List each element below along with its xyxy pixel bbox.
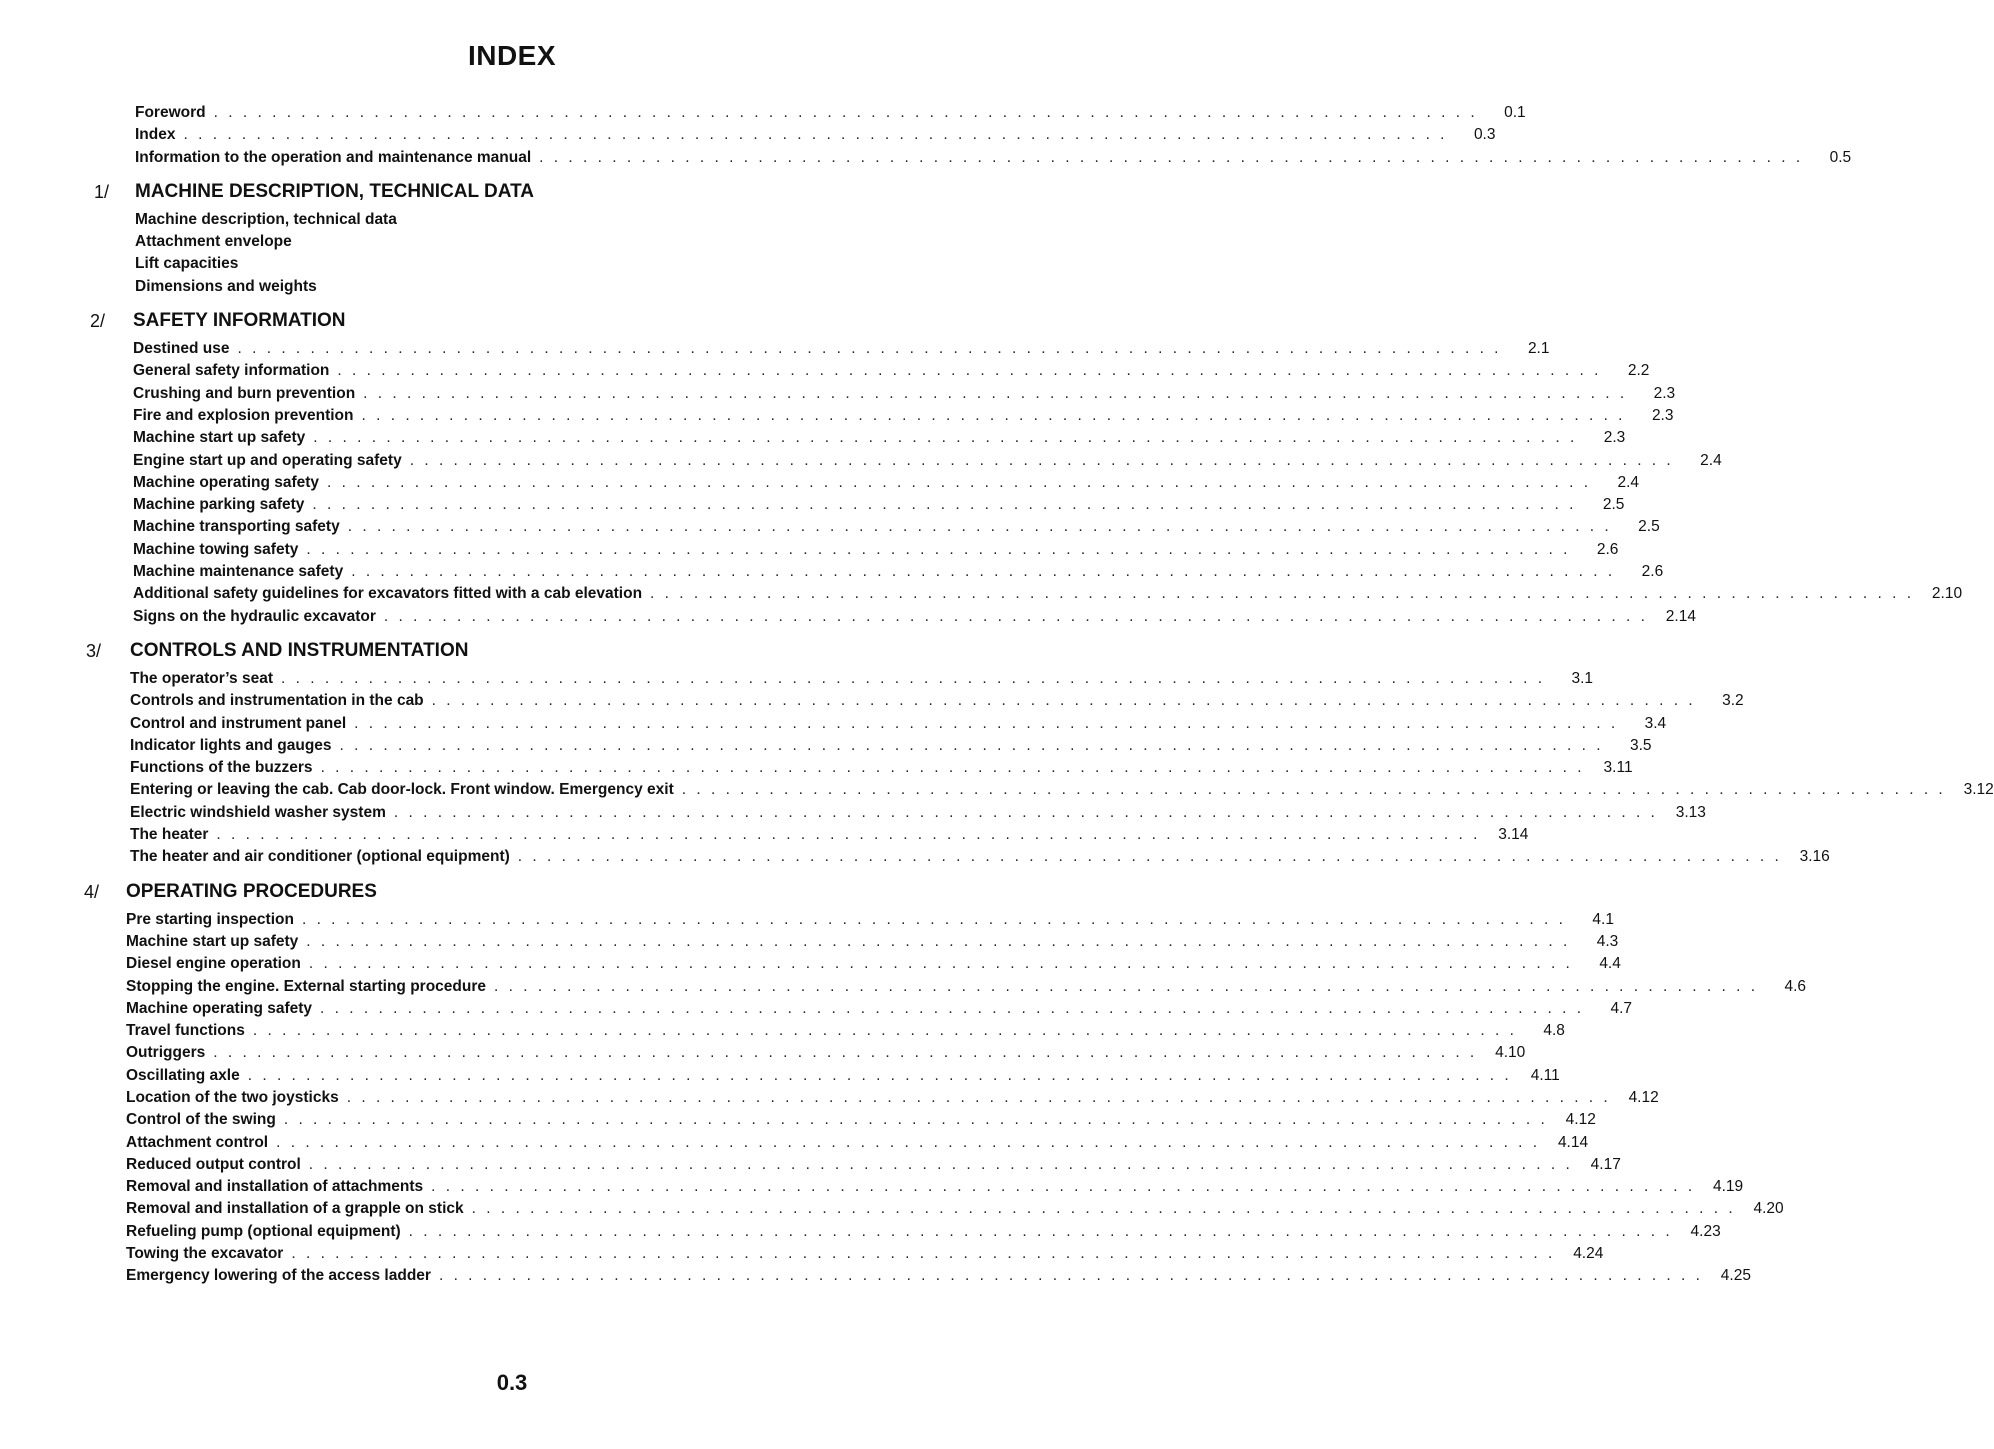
toc-entry[interactable] <box>126 931 1619 953</box>
entry-label: Diesel engine operation <box>126 955 301 973</box>
entry-page-number: 3.11 <box>1603 759 1633 777</box>
dot-leader: . . . . . . . . . . . . . . . . . . . . . . . . . . . . . . . . . . . . . . . . . . . . . . . . . . . . . . . . . . . . . . . . . . . . . . . . . . . . . . . . . . . . . . . <box>306 540 1571 558</box>
entry-label: Reduced output control <box>126 1155 301 1173</box>
entry-page-number: 0.5 <box>1829 148 1852 166</box>
toc-entry[interactable] <box>126 1042 1526 1064</box>
entry-page-number: 4.14 <box>1557 1133 1589 1151</box>
entry-page-number: 4.1 <box>1592 910 1614 928</box>
page-number: 0.3 <box>496 1370 528 1395</box>
entry-label: Machine parking safety <box>133 496 305 514</box>
toc-entry[interactable] <box>126 909 1614 931</box>
dot-leader: . . . . . . . . . . . . . . . . . . . . . . . . . . . . . . . . . . . . . . . . . . . . . . . . . . . . . . . . . . . . . . . . . . . . . . . . . . . . . . . . . . . . . . . <box>216 826 1481 844</box>
entry-label: Stopping the engine. External starting procedure <box>126 977 486 995</box>
entry-label: Control and instrument panel <box>130 714 347 732</box>
entry-label: Location of the two joysticks <box>126 1088 339 1106</box>
entry-label: General safety information <box>133 362 330 380</box>
entry-label: Functions of the buzzers <box>130 759 313 777</box>
dot-leader: . . . . . . . . . . . . . . . . . . . . . . . . . . . . . . . . . . . . . . . . . . . . . . . . . . . . . . . . . . . . . . . . . . . . . . . . . . . . . . . . . . . . . . . <box>681 781 1946 799</box>
entry-page-number: 4.4 <box>1599 955 1621 973</box>
entry-page-number: 4.7 <box>1610 999 1633 1017</box>
toc-entry[interactable] <box>133 539 1619 561</box>
toc-entry[interactable]: Lift capacities <box>135 255 239 273</box>
toc-entry[interactable] <box>130 846 1830 868</box>
entry-page-number: 2.3 <box>1603 429 1626 447</box>
toc-entry[interactable] <box>126 998 1633 1020</box>
table-of-contents <box>0 102 1994 1290</box>
dot-leader: . . . . . . . . . . . . . . . . . . . . . . . . . . . . . . . . . . . . . . . . . . . . . . . . . . . . . . . . . . . . . . . . . . . . . . . . . . . . . . . . . . . . . . . <box>363 384 1628 402</box>
entry-label: The operator’s seat <box>130 669 273 687</box>
toc-entry[interactable] <box>135 124 1496 146</box>
entry-label: Machine operating safety <box>133 473 320 491</box>
dot-leader: . . . . . . . . . . . . . . . . . . . . . . . . . . . . . . . . . . . . . . . . . . . . . . . . . . . . . . . . . . . . . . . . . . . . . . . . . . . . . . . . . . . . . . . <box>276 1133 1541 1151</box>
dot-leader: . . . . . . . . . . . . . . . . . . . . . . . . . . . . . . . . . . . . . . . . . . . . . . . . . . . . . . . . . . . . . . . . . . . . . . . . . . . . . . . . . . . . . . . <box>517 848 1782 866</box>
toc-section <box>0 304 1963 628</box>
toc-entry[interactable] <box>130 779 1994 801</box>
entry-page-number: 4.23 <box>1690 1222 1721 1240</box>
entry-label: Machine start up safety <box>133 429 306 447</box>
entry-page-number: 2.10 <box>1931 585 1963 603</box>
entry-label: Removal and installation of attachments <box>126 1178 424 1196</box>
entry-page-number: 2.6 <box>1596 540 1619 558</box>
dot-leader: . . . . . . . . . . . . . . . . . . . . . . . . . . . . . . . . . . . . . . . . . . . . . . . . . . . . . . . . . . . . . . . . . . . . . . . . . . . . . . . . . . . . . . . <box>383 607 1648 625</box>
section-number: 2/ <box>90 311 106 332</box>
toc-entry[interactable] <box>126 1020 1565 1042</box>
entry-page-number: 4.12 <box>1628 1088 1659 1106</box>
toc-entry[interactable] <box>133 427 1626 449</box>
entry-label: Index <box>135 126 176 144</box>
entry-label: Oscillating axle <box>126 1066 240 1084</box>
entry-page-number: 2.3 <box>1653 384 1676 402</box>
entry-label: Destined use <box>133 340 230 358</box>
dot-leader: . . . . . . . . . . . . . . . . . . . . . . . . . . . . . . . . . . . . . . . . . . . . . . . . . . . . . . . . . . . . . . . . . . . . . . . . . . . . . . . . . . . . . . . <box>283 1111 1548 1129</box>
entry-page-number: 4.24 <box>1573 1245 1604 1263</box>
entry-page-number: 3.4 <box>1644 714 1667 732</box>
entry-label: Fire and explosion prevention <box>133 406 354 424</box>
entry-page-number: 2.3 <box>1651 406 1674 424</box>
dot-leader: . . . . . . . . . . . . . . . . . . . . . . . . . . . . . . . . . . . . . . . . . . . . . . . . . . . . . . . . . . . . . . . . . . . . . . . . . . . . . . . . . . . . . . . <box>431 1178 1696 1196</box>
dot-leader: . . . . . . . . . . . . . . . . . . . . . . . . . . . . . . . . . . . . . . . . . . . . . . . . . . . . . . . . . . . . . . . . . . . . . . . . . . . . . . . . . . . . . . . <box>351 563 1616 581</box>
toc-entry[interactable] <box>133 338 1550 360</box>
entry-label: Machine maintenance safety <box>133 563 344 581</box>
toc-entry[interactable] <box>130 713 1667 735</box>
toc-entry[interactable] <box>133 494 1625 516</box>
toc-entry[interactable] <box>126 1265 1751 1287</box>
entry-page-number: 0.3 <box>1473 126 1496 144</box>
toc-entry[interactable]: Dimensions and weights <box>135 277 317 295</box>
entry-page-number: 3.5 <box>1629 736 1652 754</box>
toc-entry[interactable] <box>130 757 1633 779</box>
toc-entry[interactable] <box>130 824 1529 846</box>
entry-page-number: 3.12 <box>1963 781 1994 799</box>
section-heading <box>0 175 1024 209</box>
section-number: 1/ <box>94 181 110 202</box>
entry-label: Machine start up safety <box>126 932 299 950</box>
dot-leader: . . . . . . . . . . . . . . . . . . . . . . . . . . . . . . . . . . . . . . . . . . . . . . . . . . . . . . . . . . . . . . . . . . . . . . . . . . . . . . . . . . . . . . . <box>408 1222 1673 1240</box>
entry-page-number: 4.12 <box>1565 1111 1596 1129</box>
dot-leader: . . . . . . . . . . . . . . . . . . . . . . . . . . . . . . . . . . . . . . . . . . . . . . . . . . . . . . . . . . . . . . . . . . . . . . . . . . . . . . . . . . . . . . . <box>337 362 1602 380</box>
entry-label: Outriggers <box>126 1044 206 1062</box>
entry-page-number: 0.1 <box>1504 104 1526 121</box>
toc-section <box>0 175 1024 298</box>
entry-page-number: 2.14 <box>1665 607 1696 625</box>
dot-leader: . . . . . . . . . . . . . . . . . . . . . . . . . . . . . . . . . . . . . . . . . . . . . . . . . . . . . . . . . . . . . . . . . . . . . . . . . . . . . . . . . . . . . . . <box>301 910 1566 928</box>
dot-leader: . . . . . . . . . . . . . . . . . . . . . . . . . . . . . . . . . . . . . . . . . . . . . . . . . . . . . . . . . . . . . . . . . . . . . . . . . . . . . . . . . . . . . . . <box>237 340 1502 358</box>
toc-entry[interactable] <box>130 802 1706 824</box>
dot-leader: . . . . . . . . . . . . . . . . . . . . . . . . . . . . . . . . . . . . . . . . . . . . . . . . . . . . . . . . . . . . . . . . . . . . . . . . . . . . . . . . . . . . . . . <box>438 1267 1703 1285</box>
entry-page-number: 2.4 <box>1700 451 1722 469</box>
toc-entry[interactable] <box>133 383 1676 405</box>
dot-leader: . . . . . . . . . . . . . . . . . . . . . . . . . . . . . . . . . . . . . . . . . . . . . . . . . . . . . . . . . . . . . . . . . . . . . . . . . . . . . . . . . . . . . . . <box>308 1155 1573 1173</box>
entry-page-number: 4.3 <box>1596 932 1619 950</box>
dot-leader: . . . . . . . . . . . . . . . . . . . . . . . . . . . . . . . . . . . . . . . . . . . . . . . . . . . . . . . . . . . . . . . . . . . . . . . . . . . . . . . . . . . . . . . <box>327 473 1592 491</box>
dot-leader: . . . . . . . . . . . . . . . . . . . . . . . . . . . . . . . . . . . . . . . . . . . . . . . . . . . . . . . . . . . . . . . . . . . . . . . . . . . . . . . . . . . . . . . <box>252 1022 1517 1040</box>
entry-label: Refueling pump (optional equipment) <box>126 1222 401 1240</box>
entry-page-number: 4.8 <box>1543 1022 1565 1040</box>
entry-page-number: 2.5 <box>1638 518 1660 536</box>
entry-page-number: 4.19 <box>1713 1178 1744 1196</box>
toc-entry[interactable] <box>133 472 1640 494</box>
dot-leader: . . . . . . . . . . . . . . . . . . . . . . . . . . . . . . . . . . . . . . . . . . . . . . . . . . . . . . . . . . . . . . . . . . . . . . . . . . . . . . . . . . . . . . . <box>320 999 1585 1017</box>
entry-label: Information to the operation and maintenance manual <box>135 148 532 166</box>
toc-entry[interactable] <box>126 976 1807 998</box>
entry-label: Crushing and burn prevention <box>133 384 356 402</box>
toc-section <box>0 875 1807 1288</box>
dot-leader: . . . . . . . . . . . . . . . . . . . . . . . . . . . . . . . . . . . . . . . . . . . . . . . . . . . . . . . . . . . . . . . . . . . . . . . . . . . . . . . . . . . . . . . <box>306 932 1571 950</box>
toc-entry[interactable] <box>126 1243 1604 1265</box>
entry-label: The heater and air conditioner (optional equipment) <box>130 848 510 866</box>
entry-label: Entering or leaving the cab. Cab door-lock. Front window. Emergency exit <box>130 781 674 799</box>
toc-entry[interactable] <box>126 1087 1659 1109</box>
toc-entry[interactable] <box>126 1176 1744 1198</box>
entry-label: Signs on the hydraulic excavator <box>133 607 376 625</box>
entry-label: Travel functions <box>126 1022 245 1040</box>
dot-leader: . . . . . . . . . . . . . . . . . . . . . . . . . . . . . . . . . . . . . . . . . . . . . . . . . . . . . . . . . . . . . . . . . . . . . . . . . . . . . . . . . . . . . . . <box>320 759 1585 777</box>
toc-entry[interactable] <box>126 1154 1621 1176</box>
entry-label: Machine towing safety <box>133 540 299 558</box>
section-title: SAFETY INFORMATION <box>133 310 346 332</box>
section-heading <box>0 304 1024 338</box>
section-title: CONTROLS AND INSTRUMENTATION <box>130 639 469 661</box>
entry-label: Towing the excavator <box>126 1245 284 1263</box>
entry-page-number: 2.2 <box>1627 362 1650 380</box>
dot-leader: . . . . . . . . . . . . . . . . . . . . . . . . . . . . . . . . . . . . . . . . . . . . . . . . . . . . . . . . . . . . . . . . . . . . . . . . . . . . . . . . . . . . . . . <box>291 1245 1556 1263</box>
toc-entry[interactable] <box>126 1198 1784 1220</box>
entry-page-number: 2.4 <box>1617 473 1640 491</box>
toc-entry[interactable]: Machine description, technical data <box>135 210 397 228</box>
section-heading <box>0 875 1024 909</box>
entry-label: The heater <box>130 826 209 844</box>
toc-entry[interactable] <box>135 102 1526 124</box>
front-matter <box>0 102 1852 169</box>
dot-leader: . . . . . . . . . . . . . . . . . . . . . . . . . . . . . . . . . . . . . . . . . . . . . . . . . . . . . . . . . . . . . . . . . . . . . . . . . . . . . . . . . . . . . . . <box>183 126 1448 144</box>
toc-entry[interactable] <box>130 668 1594 690</box>
toc-entry[interactable] <box>133 450 1722 472</box>
entry-page-number: 3.2 <box>1722 692 1744 710</box>
dot-leader: . . . . . . . . . . . . . . . . . . . . . . . . . . . . . . . . . . . . . . . . . . . . . . . . . . . . . . . . . . . . . . . . . . . . . . . . . . . . . . . . . . . . . . . <box>354 714 1619 732</box>
toc-entry[interactable] <box>126 1065 1560 1087</box>
toc-entry[interactable] <box>126 1109 1596 1131</box>
section-heading <box>0 634 1024 668</box>
toc-entry[interactable] <box>135 147 1852 169</box>
entry-page-number: 2.1 <box>1527 340 1550 358</box>
dot-leader: . . . . . . . . . . . . . . . . . . . . . . . . . . . . . . . . . . . . . . . . . . . . . . . . . . . . . . . . . . . . . . . . . . . . . . . . . . . . . . . . . . . . . . . <box>361 406 1626 424</box>
toc-entry[interactable] <box>126 953 1621 975</box>
entry-label: Indicator lights and gauges <box>130 736 332 754</box>
dot-leader: . . . . . . . . . . . . . . . . . . . . . . . . . . . . . . . . . . . . . . . . . . . . . . . . . . . . . . . . . . . . . . . . . . . . . . . . . . . . . . . . . . . . . . . <box>650 585 1915 603</box>
toc-entry[interactable] <box>133 405 1674 427</box>
toc-entry[interactable] <box>133 561 1664 583</box>
entry-page-number: 2.6 <box>1641 563 1664 581</box>
dot-leader: . . . . . . . . . . . . . . . . . . . . . . . . . . . . . . . . . . . . . . . . . . . . . . . . . . . . . . . . . . . . . . . . . . . . . . . . . . . . . . . . . . . . . . . <box>346 1088 1611 1106</box>
dot-leader: . . . . . . . . . . . . . . . . . . . . . . . . . . . . . . . . . . . . . . . . . . . . . . . . . . . . . . . . . . . . . . . . . . . . . . . . . . . . . . . . . . . . . . . <box>494 977 1759 995</box>
dot-leader: . . . . . . . . . . . . . . . . . . . . . . . . . . . . . . . . . . . . . . . . . . . . . . . . . . . . . . . . . . . . . . . . . . . . . . . . . . . . . . . . . . . . . . . <box>247 1066 1512 1084</box>
dot-leader: . . . . . . . . . . . . . . . . . . . . . . . . . . . . . . . . . . . . . . . . . . . . . . . . . . . . . . . . . . . . . . . . . . . . . . . . . . . . . . . . . . . . . . . <box>213 1044 1478 1062</box>
dot-leader: . . . . . . . . . . . . . . . . . . . . . . . . . . . . . . . . . . . . . . . . . . . . . . . . . . . . . . . . . . . . . . . . . . . . . . . . . . . . . . . . . . . . . . . <box>312 496 1577 514</box>
toc-entry[interactable] <box>126 1132 1589 1154</box>
section-number: 3/ <box>86 640 102 661</box>
dot-leader: . . . . . . . . . . . . . . . . . . . . . . . . . . . . . . . . . . . . . . . . . . . . . . . . . . . . . . . . . . . . . . . . . . . . . . . . . . . . . . . . . . . . . . . <box>281 669 1546 687</box>
dot-leader: . . . . . . . . . . . . . . . . . . . . . . . . . . . . . . . . . . . . . . . . . . . . . . . . . . . . . . . . . . . . . . . . . . . . . . . . . . . . . . . . . . . . . . . <box>471 1200 1736 1218</box>
entry-page-number: 3.16 <box>1799 848 1830 866</box>
dot-leader: . . . . . . . . . . . . . . . . . . . . . . . . . . . . . . . . . . . . . . . . . . . . . . . . . . . . . . . . . . . . . . . . . . . . . . . . . . . . . . . . . . . . . . . <box>308 955 1573 973</box>
entry-label: Engine start up and operating safety <box>133 451 402 469</box>
entry-page-number: 4.25 <box>1720 1267 1751 1285</box>
dot-leader: . . . . . . . . . . . . . . . . . . . . . . . . . . . . . . . . . . . . . . . . . . . . . . . . . . . . . . . . . . . . . . . . . . . . . . . . . . . . . . . . . . . . . . . <box>431 692 1696 710</box>
toc-entry[interactable]: Attachment envelope <box>135 233 292 251</box>
entry-label: Removal and installation of a grapple on stick <box>126 1200 464 1218</box>
entry-label: Control of the swing <box>126 1111 276 1129</box>
entry-label: Emergency lowering of the access ladder <box>126 1267 431 1285</box>
dot-leader: . . . . . . . . . . . . . . . . . . . . . . . . . . . . . . . . . . . . . . . . . . . . . . . . . . . . . . . . . . . . . . . . . . . . . . . . . . . . . . . . . . . . . . . <box>339 736 1604 754</box>
toc-entry[interactable] <box>130 690 1744 712</box>
entry-page-number: 4.17 <box>1590 1155 1621 1173</box>
section-title: MACHINE DESCRIPTION, TECHNICAL DATA <box>135 180 534 202</box>
dot-leader: . . . . . . . . . . . . . . . . . . . . . . . . . . . . . . . . . . . . . . . . . . . . . . . . . . . . . . . . . . . . . . . . . . . . . . . . . . . . . . . . . . . . . . . <box>313 429 1578 447</box>
toc-entry[interactable] <box>126 1221 1721 1243</box>
dot-leader: . . . . . . . . . . . . . . . . . . . . . . . . . . . . . . . . . . . . . . . . . . . . . . . . . . . . . . . . . . . . . . . . . . . . . . . . . . . . . . . . . . . . . . . <box>539 148 1804 166</box>
page-title: INDEX <box>467 40 557 71</box>
entry-label: Machine operating safety <box>126 999 313 1017</box>
entry-label: Machine transporting safety <box>133 518 340 536</box>
dot-leader: . . . . . . . . . . . . . . . . . . . . . . . . . . . . . . . . . . . . . . . . . . . . . . . . . . . . . . . . . . . . . . . . . . . . . . . . . . . . . . . . . . . . . . . <box>347 518 1612 536</box>
dot-leader: . . . . . . . . . . . . . . . . . . . . . . . . . . . . . . . . . . . . . . . . . . . . . . . . . . . . . . . . . . . . . . . . . . . . . . . . . . . . . . . . . . . . . . . <box>213 104 1478 121</box>
entry-page-number: 2.5 <box>1602 496 1625 514</box>
entry-page-number: 3.14 <box>1498 826 1529 844</box>
toc-entry[interactable] <box>133 606 1696 628</box>
entry-page-number: 3.1 <box>1571 669 1594 687</box>
toc-entry[interactable] <box>133 360 1650 382</box>
entry-page-number: 4.20 <box>1753 1200 1784 1218</box>
entry-label: Additional safety guidelines for excavators fitted with a cab elevation <box>133 585 643 603</box>
toc-section <box>0 634 1994 869</box>
section-number: 4/ <box>84 881 100 902</box>
toc-entry[interactable] <box>133 583 1963 605</box>
entry-label: Foreword <box>135 104 206 121</box>
entry-page-number: 4.6 <box>1784 977 1807 995</box>
section-title: OPERATING PROCEDURES <box>126 880 377 902</box>
entry-page-number: 4.10 <box>1495 1044 1526 1062</box>
entry-page-number: 4.11 <box>1530 1066 1560 1084</box>
entry-label: Electric windshield washer system <box>130 803 386 821</box>
entry-page-number: 3.13 <box>1675 803 1706 821</box>
dot-leader: . . . . . . . . . . . . . . . . . . . . . . . . . . . . . . . . . . . . . . . . . . . . . . . . . . . . . . . . . . . . . . . . . . . . . . . . . . . . . . . . . . . . . . . <box>409 451 1674 469</box>
dot-leader: . . . . . . . . . . . . . . . . . . . . . . . . . . . . . . . . . . . . . . . . . . . . . . . . . . . . . . . . . . . . . . . . . . . . . . . . . . . . . . . . . . . . . . . <box>393 803 1658 821</box>
toc-entry[interactable] <box>130 735 1652 757</box>
entry-label: Attachment control <box>126 1133 269 1151</box>
entry-label: Pre starting inspection <box>126 910 294 928</box>
entry-label: Controls and instrumentation in the cab <box>130 692 424 710</box>
toc-entry[interactable] <box>133 516 1660 538</box>
